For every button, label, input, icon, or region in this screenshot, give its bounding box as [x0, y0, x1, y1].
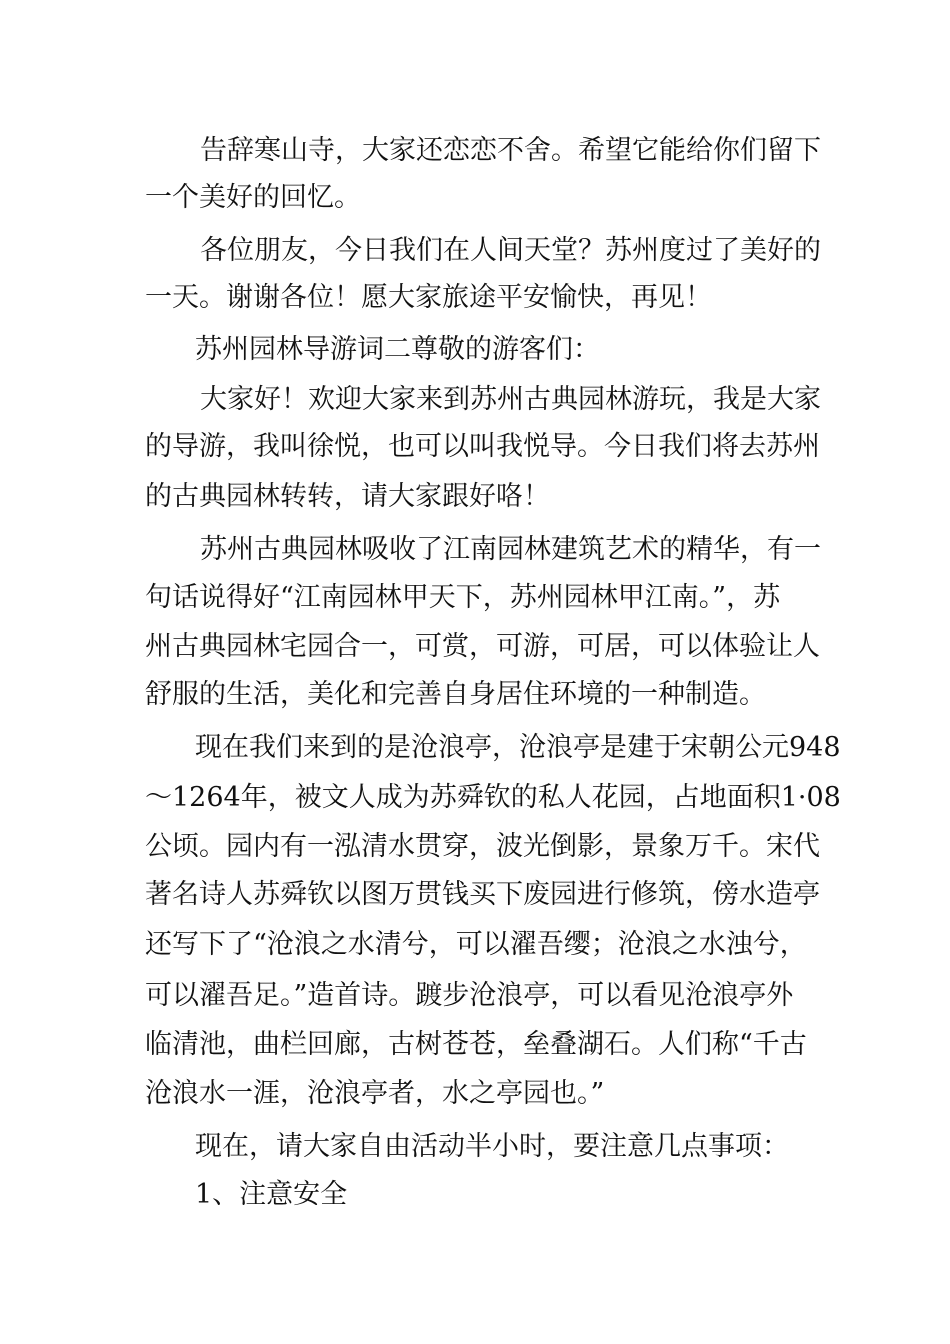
- text-line: 沧浪水一涯，沧浪亭者，水之亭园也。”: [145, 1078, 605, 1109]
- text-line: ～1264年，被文人成为苏舜钦的私人花园，占地面积1·08: [145, 782, 841, 813]
- text-line: 的导游，我叫徐悦，也可以叫我悦导。今日我们将去苏州: [145, 431, 820, 462]
- text-line: 还写下了“沧浪之水清兮，可以濯吾缨；沧浪之水浊兮，: [145, 929, 807, 960]
- text-line: 现在我们来到的是沧浪亭，沧浪亭是建于宋朝公元948: [195, 732, 841, 763]
- text-line: 告辞寒山寺，大家还恋恋不舍。希望它能给你们留下: [200, 135, 821, 166]
- text-line: 一天。谢谢各位！愿大家旅途平安愉快，再见！: [145, 282, 712, 313]
- text-line: 州古典园林宅园合一，可赏，可游，可居，可以体验让人: [145, 631, 820, 662]
- text-line: 公顷。园内有一泓清水贯穿，波光倒影，景象万千。宋代: [145, 831, 820, 862]
- text-line: 苏州园林导游词二尊敬的游客们：: [195, 334, 600, 365]
- text-line: 苏州古典园林吸收了江南园林建筑艺术的精华，有一: [200, 534, 821, 565]
- text-line: 句话说得好“江南园林甲天下，苏州园林甲江南。”，苏: [145, 582, 781, 613]
- text-line: 现在，请大家自由活动半小时，要注意几点事项：: [195, 1131, 789, 1162]
- text-line: 可以濯吾足。”造首诗。踱步沧浪亭，可以看见沧浪亭外: [145, 980, 794, 1011]
- text-line: 舒服的生活，美化和完善自身居住环境的一种制造。: [145, 679, 766, 710]
- text-line: 著名诗人苏舜钦以图万贯钱买下废园进行修筑，傍水造亭: [145, 879, 820, 910]
- text-line: 各位朋友，今日我们在人间天堂？苏州度过了美好的: [200, 235, 821, 266]
- text-line: 临清池，曲栏回廊，古树苍苍，垒叠湖石。人们称“千古: [145, 1029, 807, 1060]
- text-line: 大家好！欢迎大家来到苏州古典园林游玩，我是大家: [200, 384, 821, 415]
- text-line: 的古典园林转转，请大家跟好咯！: [145, 481, 550, 512]
- text-line: 1、注意安全: [195, 1179, 348, 1210]
- text-line: 一个美好的回忆。: [145, 182, 361, 213]
